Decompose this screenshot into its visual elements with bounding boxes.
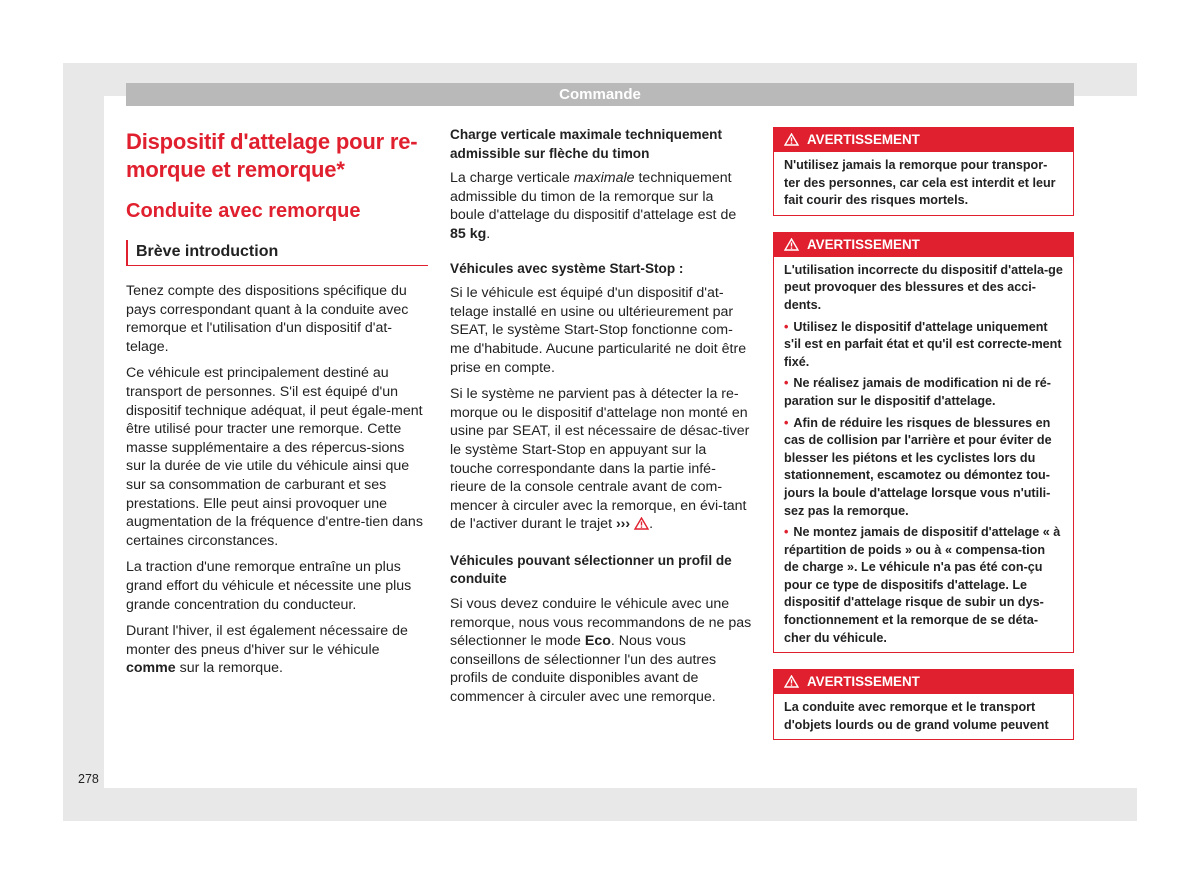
warning-title: AVERTISSEMENT: [774, 233, 1073, 257]
middle-column: [450, 126, 752, 715]
warning-bullet: • Ne réalisez jamais de modification ni de ré-paration sur le dispositif d'attelage.: [784, 375, 1063, 410]
charge-heading: Charge verticale maximale techniquement admissible sur flèche du timon: [450, 127, 722, 161]
warning-body: La conduite avec remorque et le transport d'objets lourds ou de grand volume peuvent: [784, 700, 1049, 732]
warning-triangle-icon: [784, 235, 799, 259]
winter-paragraph: Durant l'hiver, il est également nécessaire de monter des pneus d'hiver sur le véhicule comme sur la remorque.: [126, 623, 408, 677]
charge-paragraph: La charge verticale maximale techniquement admissible du timon de la remorque sur la boule d'attelage du dispositif d'attelage est de 85 kg.: [450, 170, 737, 242]
left-column: [126, 128, 428, 686]
warning-body: [774, 257, 1073, 652]
warning-box: [773, 127, 1074, 216]
warning-box: [773, 669, 1074, 740]
warning-intro: L'utilisation incorrecte du dispositif d'attela-ge peut provoquer des blessures et des acci-dents.: [784, 262, 1063, 312]
intro-heading: Brève introduction: [126, 240, 428, 266]
page-number: 278: [78, 772, 99, 786]
page-title: Dispositif d'attelage pour re-morque et remorque*: [126, 129, 418, 182]
intro-paragraph: Tenez compte des dispositions spécifique du pays correspondant quant à la conduite avec remorque et l'utilisation d'un dispositif d'at-telage.: [126, 283, 409, 355]
startstop-paragraph-2: Si le système ne parvient pas à détecter la re-morque ou le dispositif d'attelage non monté en usine par SEAT, il est nécessaire de désac-tiver le système Start-Stop en appuyant sur la touche correspondante dans la partie infé-rieure de la console centrale avant de com-mencer à circuler avec la remorque, en évi-tant de l'activer durant le trajet ››› .: [450, 385, 752, 536]
warning-triangle-icon: [634, 517, 649, 536]
warning-triangle-icon: [784, 672, 799, 696]
reference-arrows: ›››: [615, 516, 631, 533]
section-subtitle: Conduite avec remorque: [126, 200, 361, 222]
startstop-heading: Véhicules avec système Start-Stop :: [450, 260, 684, 276]
warning-bullet: • Utilisez le dispositif d'attelage uniquement s'il est en parfait état et qu'il est correcte-ment fixé.: [784, 319, 1063, 372]
section-header: Commande: [126, 83, 1074, 106]
warning-body: N'utilisez jamais la remorque pour transpor-ter des personnes, car cela est interdit et leur fait courir des risques mortels.: [784, 158, 1056, 208]
startstop-paragraph-1: Si le véhicule est équipé d'un dispositif d'at-telage installé en usine ou ultérieurement par SEAT, le système Start-Stop fonctionne com-me d'habitude. Aucune particularité ne doit être prise en compte.: [450, 285, 747, 376]
warning-bullet: • Ne montez jamais de dispositif d'attelage « à répartition de poids » ou à « compensa-tion de charge ». Le véhicule n'a pas été con-çu pour ce type de dispositifs d'attelage. Le dispositif d'attelage risque de subir un dys-fonctionnement et la remorque de se déta-cher du véhicule.: [784, 524, 1063, 647]
traction-paragraph: La traction d'une remorque entraîne un plus grand effort du véhicule et nécessite une plus grande concentration du conducteur.: [126, 559, 412, 613]
warning-triangle-icon: [784, 130, 799, 154]
warning-box: [773, 232, 1074, 653]
profile-paragraph: Si vous devez conduire le véhicule avec une remorque, nous vous recommandons de ne pas sélectionner le mode Eco. Nous vous conseillons de sélectionner l'un des autres profils de conduite disponibles avant de commencer à circuler avec une remorque.: [450, 596, 752, 706]
warning-title: AVERTISSEMENT: [774, 128, 1073, 152]
warning-title: AVERTISSEMENT: [774, 670, 1073, 694]
warning-bullet: • Afin de réduire les risques de blessures en cas de collision par l'arrière et pour éviter de blesser les piétons et les cyclistes lors du stationnement, escamotez ou démontez tou-jours la boule d'attelage lorsque vous n'utili-sez pas la remorque.: [784, 415, 1063, 521]
vehicle-paragraph: Ce véhicule est principalement destiné au transport de personnes. S'il est équipé d'un dispositif technique adéquat, il peut égale-ment être utilisé pour tracter une remorque. Cette masse supplémentaire a des répercus-sions sur la durée de vie utile du véhicule ainsi que sur sa consommation de carburant et ses prestations. Elle peut ainsi provoquer une augmentation de la fréquence d'entre-tien dans certaines circonstances.: [126, 365, 423, 549]
profile-heading: Véhicules pouvant sélectionner un profil de conduite: [450, 552, 732, 587]
right-column: [773, 127, 1074, 756]
